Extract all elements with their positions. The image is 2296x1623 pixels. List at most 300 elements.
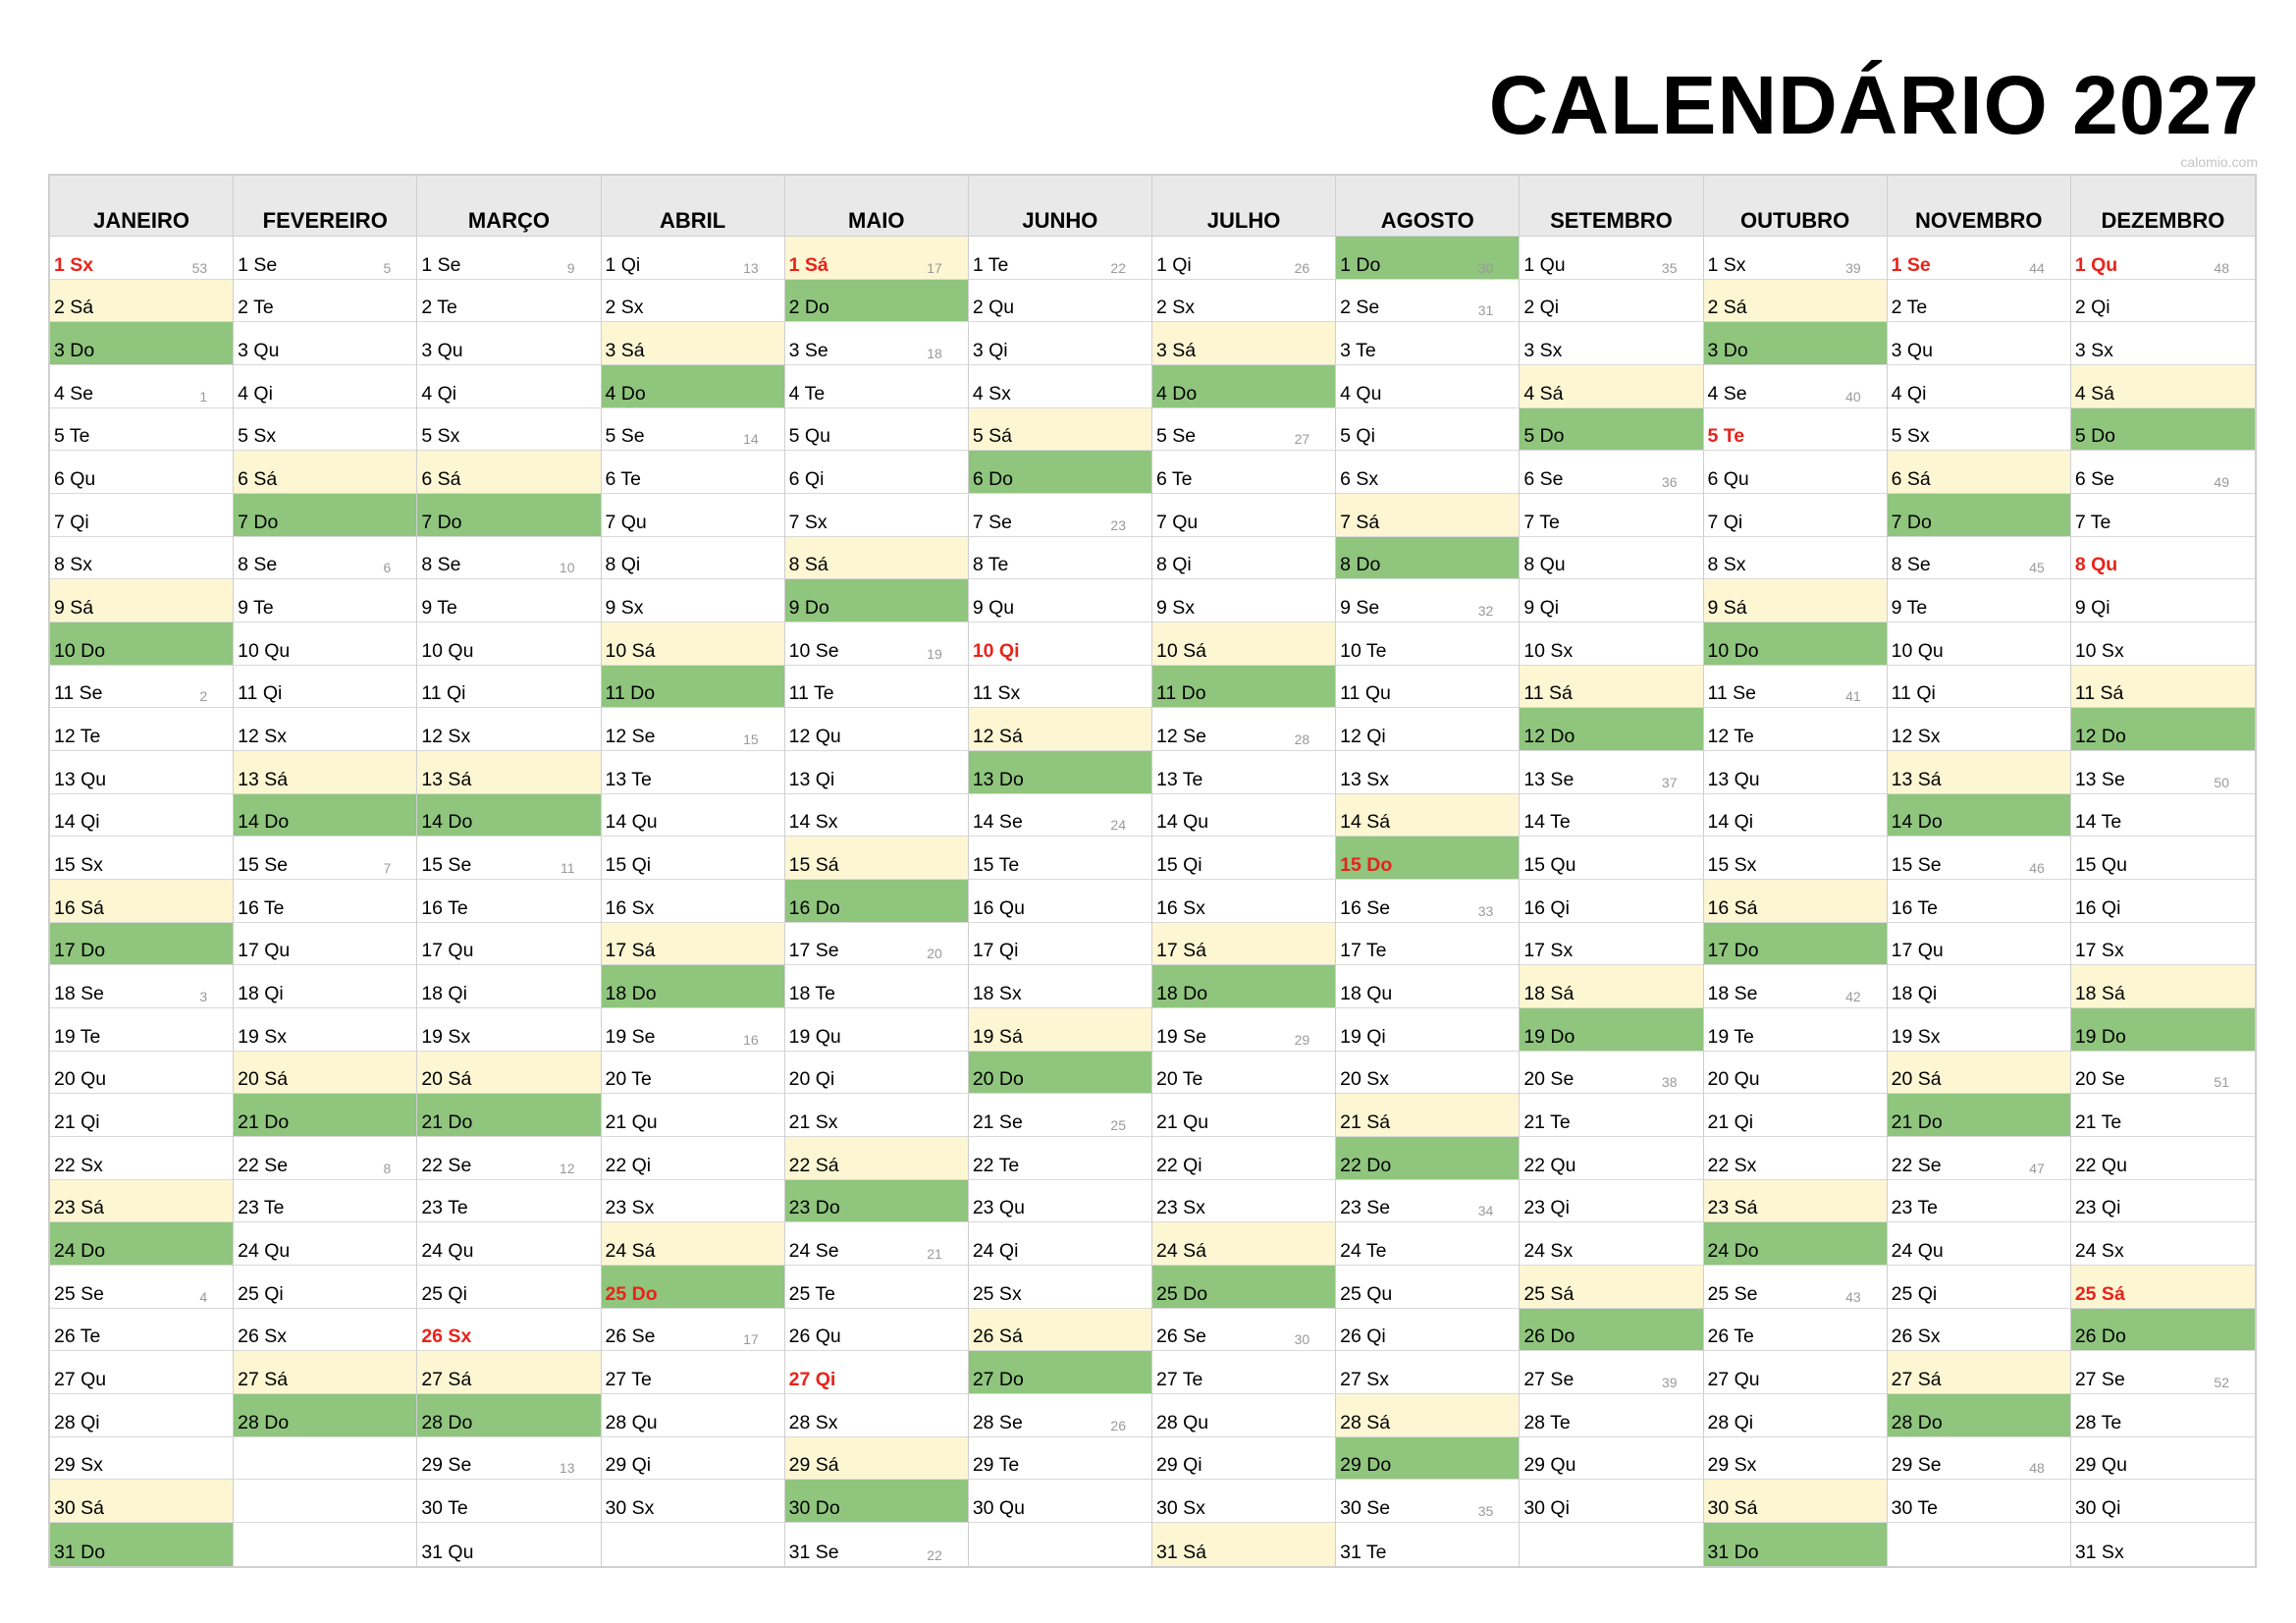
day-cell — [785, 965, 968, 1008]
day-cell — [1888, 579, 2070, 622]
day-label: 12 Qi — [1340, 726, 1386, 748]
day-label: 4 Sx — [972, 382, 1011, 405]
day-label: 19 Qu — [788, 1025, 841, 1048]
day-cell — [969, 1222, 1151, 1266]
day-cell — [1336, 1008, 1519, 1052]
day-cell — [1520, 1480, 1702, 1523]
day-cell — [1152, 408, 1335, 452]
day-label: 24 Qu — [1891, 1240, 1944, 1263]
day-cell — [969, 579, 1151, 622]
day-cell — [50, 1222, 233, 1266]
day-cell — [602, 1309, 784, 1352]
day-label: 18 Qi — [238, 983, 284, 1005]
day-label: 26 Qi — [1340, 1325, 1386, 1348]
week-number: 38 — [1661, 1074, 1678, 1091]
day-cell — [1888, 666, 2070, 709]
day-cell — [234, 666, 416, 709]
day-label: 27 Sá — [1891, 1369, 1942, 1391]
day-label: 7 Do — [238, 511, 279, 533]
week-number: 7 — [383, 860, 392, 877]
credit-link[interactable]: calomio.com — [2180, 154, 2258, 170]
day-label: 16 Sx — [605, 896, 655, 919]
day-label: 26 Se — [1156, 1325, 1206, 1348]
day-cell — [50, 365, 233, 408]
day-cell — [234, 322, 416, 365]
day-cell — [1704, 579, 1887, 622]
month-header: JANEIRO — [50, 176, 233, 237]
day-label: 2 Do — [788, 297, 829, 319]
day-label: 19 Se — [605, 1025, 656, 1048]
day-cell — [1888, 1094, 2070, 1137]
day-cell — [417, 1137, 600, 1180]
day-cell — [602, 1222, 784, 1266]
day-cell — [602, 1480, 784, 1523]
day-label: 3 Qu — [1891, 340, 1933, 362]
day-label: 5 Do — [1523, 425, 1565, 448]
day-label: 20 Sx — [1340, 1068, 1390, 1091]
week-number: 41 — [1845, 688, 1861, 705]
day-cell — [785, 708, 968, 751]
day-cell — [969, 280, 1151, 323]
day-label: 26 Sx — [1891, 1325, 1941, 1348]
day-label: 13 Se — [2074, 768, 2125, 790]
day-label: 29 Sx — [1707, 1454, 1757, 1477]
day-cell — [234, 1180, 416, 1223]
day-cell — [2071, 1437, 2255, 1481]
day-label: 22 Qi — [605, 1154, 652, 1176]
day-label: 24 Qi — [972, 1240, 1019, 1263]
day-label: 10 Qu — [1891, 639, 1944, 662]
day-label: 2 Te — [1891, 297, 1928, 319]
day-label: 16 Qi — [1523, 896, 1570, 919]
day-label: 31 Se — [788, 1541, 839, 1563]
day-cell — [1152, 1180, 1335, 1223]
day-cell — [1152, 237, 1335, 280]
day-label: 7 Do — [421, 511, 462, 533]
day-label: 22 Sx — [54, 1154, 103, 1176]
day-label: 10 Qu — [421, 639, 474, 662]
day-cell — [417, 1266, 600, 1309]
day-label: 29 Qu — [2074, 1454, 2127, 1477]
day-label: 11 Qu — [1340, 682, 1391, 705]
day-label: 27 Sá — [238, 1369, 289, 1391]
day-cell — [1520, 1137, 1702, 1180]
day-label: 16 Se — [1340, 896, 1391, 919]
day-cell — [2071, 1180, 2255, 1223]
day-cell — [2071, 322, 2255, 365]
week-number: 46 — [2029, 860, 2045, 877]
day-label: 5 Sx — [421, 425, 460, 448]
day-label: 28 Qi — [1707, 1411, 1754, 1434]
empty-cell — [234, 1437, 416, 1481]
day-label: 11 Se — [54, 682, 103, 705]
day-cell — [1888, 1222, 2070, 1266]
week-number: 18 — [927, 346, 942, 362]
day-cell — [1336, 923, 1519, 966]
day-cell — [1520, 794, 1702, 838]
day-cell — [1152, 1480, 1335, 1523]
day-label: 24 Sá — [1156, 1240, 1206, 1263]
day-cell — [1520, 666, 1702, 709]
day-label: 13 Te — [1156, 768, 1203, 790]
day-cell — [417, 1351, 600, 1394]
day-cell — [969, 408, 1151, 452]
day-label: 28 Te — [1523, 1411, 1571, 1434]
day-label: 17 Qu — [1891, 940, 1944, 962]
day-cell — [969, 1137, 1151, 1180]
day-label: 9 Sx — [1156, 597, 1196, 620]
day-cell — [1336, 322, 1519, 365]
day-cell — [234, 579, 416, 622]
day-label: 20 Se — [1523, 1068, 1575, 1091]
day-label: 3 Qu — [238, 340, 280, 362]
day-label: 16 Te — [238, 896, 285, 919]
day-label: 3 Sá — [1156, 340, 1197, 362]
day-label: 14 Qi — [54, 811, 100, 834]
day-cell — [1152, 837, 1335, 880]
day-cell — [1704, 1309, 1887, 1352]
day-label: 23 Sá — [1707, 1197, 1758, 1219]
day-cell — [1520, 365, 1702, 408]
day-cell — [1336, 408, 1519, 452]
day-label: 18 Sá — [2074, 983, 2125, 1005]
day-cell — [602, 965, 784, 1008]
day-label: 17 Qu — [421, 940, 474, 962]
day-label: 23 Do — [788, 1197, 840, 1219]
day-label: 19 Se — [1156, 1025, 1206, 1048]
day-label: 8 Sá — [788, 554, 828, 576]
day-label: 23 Sx — [605, 1197, 655, 1219]
day-cell — [417, 1480, 600, 1523]
day-cell — [1520, 1394, 1702, 1437]
day-label: 16 Te — [421, 896, 468, 919]
day-cell — [1520, 708, 1702, 751]
day-cell — [1336, 1309, 1519, 1352]
day-label: 1 Do — [1340, 253, 1381, 276]
day-cell — [1888, 965, 2070, 1008]
day-cell — [1704, 237, 1887, 280]
calendar-grid — [48, 174, 2257, 1568]
day-cell — [1888, 280, 2070, 323]
empty-cell — [602, 1523, 784, 1566]
day-cell — [234, 1394, 416, 1437]
week-number: 15 — [743, 731, 759, 748]
day-label: 6 Qu — [54, 468, 96, 491]
day-label: 14 Qi — [1707, 811, 1754, 834]
day-cell — [50, 708, 233, 751]
day-label: 10 Sx — [1523, 639, 1574, 662]
day-label: 4 Qu — [1340, 382, 1382, 405]
month-header: JUNHO — [969, 176, 1151, 237]
day-label: 11 Do — [1156, 682, 1206, 705]
week-number: 13 — [743, 259, 759, 276]
month-header: ABRIL — [602, 176, 784, 237]
week-number: 52 — [2214, 1375, 2229, 1391]
day-cell — [785, 751, 968, 794]
week-number: 8 — [383, 1160, 392, 1176]
day-cell — [1336, 837, 1519, 880]
day-label: 1 Se — [238, 253, 278, 276]
week-number: 26 — [1110, 1417, 1126, 1434]
day-label: 14 Qu — [605, 811, 658, 834]
week-number: 24 — [1110, 817, 1126, 834]
day-label: 28 Sx — [788, 1411, 838, 1434]
week-number: 42 — [1845, 989, 1861, 1005]
week-number: 10 — [559, 560, 575, 576]
day-label: 8 Sx — [54, 554, 93, 576]
day-cell — [1336, 365, 1519, 408]
day-label: 13 Sá — [238, 768, 289, 790]
week-number: 12 — [559, 1160, 575, 1176]
day-label: 13 Sá — [1891, 768, 1942, 790]
day-label: 17 Se — [788, 940, 839, 962]
day-cell — [1704, 1523, 1887, 1566]
day-cell — [785, 880, 968, 923]
day-label: 15 Qi — [1156, 854, 1202, 877]
week-number: 25 — [1110, 1117, 1126, 1134]
day-label: 6 Te — [1156, 468, 1193, 491]
day-label: 27 Do — [972, 1369, 1024, 1391]
day-cell — [50, 1180, 233, 1223]
day-cell — [234, 1351, 416, 1394]
day-label: 12 Qu — [788, 726, 841, 748]
day-cell — [785, 923, 968, 966]
day-cell — [1520, 1094, 1702, 1137]
week-number: 39 — [1661, 1375, 1678, 1391]
day-label: 28 Qu — [605, 1411, 658, 1434]
day-label: 29 Qu — [1523, 1454, 1576, 1477]
day-label: 20 Sá — [421, 1068, 472, 1091]
day-label: 12 Sx — [238, 726, 288, 748]
day-cell — [234, 1008, 416, 1052]
day-cell — [785, 1309, 968, 1352]
day-label: 11 Se — [1707, 682, 1757, 705]
day-cell — [1520, 451, 1702, 494]
day-label: 4 Do — [1156, 382, 1198, 405]
day-cell — [1152, 1351, 1335, 1394]
day-label: 30 Sx — [605, 1497, 655, 1520]
day-label: 14 Qu — [1156, 811, 1209, 834]
day-cell — [1336, 1266, 1519, 1309]
day-label: 21 Te — [2074, 1111, 2122, 1134]
day-cell — [1336, 751, 1519, 794]
day-label: 23 Qu — [972, 1197, 1025, 1219]
day-label: 22 Qu — [1523, 1154, 1576, 1176]
month-column — [50, 176, 234, 1566]
day-label: 15 Sá — [788, 854, 839, 877]
day-label: 26 Sá — [972, 1325, 1023, 1348]
day-cell — [602, 494, 784, 537]
day-label: 17 Sá — [1156, 940, 1206, 962]
day-cell — [1336, 579, 1519, 622]
day-cell — [2071, 1394, 2255, 1437]
day-label: 5 Te — [54, 425, 90, 448]
week-number: 26 — [1294, 259, 1310, 276]
day-label: 11 Sá — [2074, 682, 2124, 705]
day-label: 23 Te — [421, 1197, 468, 1219]
day-cell — [50, 1523, 233, 1566]
day-label: 16 Do — [788, 896, 840, 919]
day-label: 19 Sx — [421, 1025, 471, 1048]
day-label: 2 Qu — [972, 297, 1015, 319]
day-cell — [1152, 1437, 1335, 1481]
day-label: 1 Qu — [2074, 253, 2118, 276]
day-label: 18 Se — [1707, 983, 1758, 1005]
day-cell — [1336, 965, 1519, 1008]
day-label: 18 Te — [788, 983, 836, 1005]
day-label: 12 Sá — [972, 726, 1023, 748]
day-cell — [969, 751, 1151, 794]
day-label: 8 Qu — [1523, 554, 1566, 576]
week-number: 31 — [1477, 302, 1494, 319]
day-cell — [1152, 365, 1335, 408]
day-cell — [1520, 494, 1702, 537]
day-cell — [234, 280, 416, 323]
day-label: 14 Sx — [788, 811, 838, 834]
week-number: 5 — [383, 259, 392, 276]
day-cell — [969, 237, 1151, 280]
day-label: 7 Do — [1891, 511, 1932, 533]
day-label: 2 Qi — [2074, 297, 2110, 319]
day-label: 24 Qu — [421, 1240, 474, 1263]
week-number: 22 — [1110, 259, 1126, 276]
month-column — [785, 176, 969, 1566]
day-cell — [1888, 622, 2070, 666]
day-label: 28 Qu — [1156, 1411, 1209, 1434]
month-column — [602, 176, 785, 1566]
day-label: 12 Se — [1156, 726, 1206, 748]
day-cell — [234, 837, 416, 880]
day-label: 25 Qu — [1340, 1282, 1393, 1305]
day-cell — [1704, 1137, 1887, 1180]
day-label: 5 Sx — [238, 425, 277, 448]
day-cell — [602, 322, 784, 365]
day-cell — [1152, 880, 1335, 923]
day-cell — [2071, 794, 2255, 838]
day-label: 11 Te — [788, 682, 834, 705]
day-label: 29 Do — [1340, 1454, 1392, 1477]
day-label: 2 Qi — [1523, 297, 1560, 319]
day-label: 21 Do — [1891, 1111, 1943, 1134]
day-label: 25 Se — [1707, 1282, 1758, 1305]
month-column — [2071, 176, 2255, 1566]
day-cell — [50, 965, 233, 1008]
day-label: 19 Te — [1707, 1025, 1754, 1048]
week-number: 37 — [1661, 774, 1678, 790]
day-label: 31 Sx — [2074, 1541, 2124, 1563]
day-label: 27 Qu — [54, 1369, 107, 1391]
day-cell — [1888, 751, 2070, 794]
week-number: 45 — [2029, 560, 2045, 576]
day-cell — [1336, 622, 1519, 666]
day-label: 3 Se — [788, 340, 828, 362]
day-label: 23 Se — [1340, 1197, 1391, 1219]
day-cell — [1888, 1137, 2070, 1180]
day-cell — [602, 237, 784, 280]
day-cell — [602, 1394, 784, 1437]
day-label: 26 Do — [2074, 1325, 2126, 1348]
day-label: 30 Qi — [1523, 1497, 1570, 1520]
day-cell — [1888, 794, 2070, 838]
day-cell — [1704, 965, 1887, 1008]
day-cell — [50, 751, 233, 794]
day-label: 20 Qi — [788, 1068, 835, 1091]
day-cell — [1336, 1137, 1519, 1180]
day-cell — [417, 537, 600, 580]
day-cell — [50, 1137, 233, 1180]
day-cell — [1152, 537, 1335, 580]
day-cell — [1336, 1052, 1519, 1095]
day-label: 13 Te — [605, 768, 652, 790]
month-header: MARÇO — [417, 176, 600, 237]
day-label: 15 Sx — [1707, 854, 1757, 877]
week-number: 51 — [2214, 1074, 2229, 1091]
day-cell — [234, 965, 416, 1008]
day-label: 15 Sx — [54, 854, 103, 877]
day-cell — [1704, 365, 1887, 408]
day-label: 30 Sá — [1707, 1497, 1758, 1520]
day-label: 25 Qi — [421, 1282, 467, 1305]
day-label: 26 Se — [605, 1325, 656, 1348]
day-label: 13 Qi — [788, 768, 835, 790]
day-label: 29 Qi — [1156, 1454, 1202, 1477]
day-cell — [417, 1222, 600, 1266]
day-label: 19 Do — [1523, 1025, 1575, 1048]
day-label: 25 Sá — [1523, 1282, 1575, 1305]
day-label: 22 Do — [1340, 1154, 1392, 1176]
day-cell — [785, 537, 968, 580]
day-cell — [1888, 494, 2070, 537]
day-cell — [2071, 622, 2255, 666]
day-label: 31 Qu — [421, 1541, 474, 1563]
month-header: JULHO — [1152, 176, 1335, 237]
day-cell — [1888, 923, 2070, 966]
day-cell — [234, 1137, 416, 1180]
day-cell — [785, 794, 968, 838]
day-cell — [234, 708, 416, 751]
day-cell — [1704, 1180, 1887, 1223]
day-label: 31 Do — [54, 1541, 106, 1563]
day-label: 6 Se — [2074, 468, 2114, 491]
day-cell — [1520, 1437, 1702, 1481]
day-label: 5 Te — [1707, 425, 1745, 448]
day-label: 7 Se — [972, 511, 1012, 533]
day-cell — [417, 965, 600, 1008]
week-number: 2 — [199, 688, 208, 705]
day-cell — [417, 237, 600, 280]
day-cell — [1704, 622, 1887, 666]
week-number: 35 — [1661, 259, 1678, 276]
day-cell — [785, 1394, 968, 1437]
day-cell — [50, 537, 233, 580]
day-cell — [417, 451, 600, 494]
day-cell — [969, 794, 1151, 838]
day-label: 8 Do — [1340, 554, 1381, 576]
day-cell — [1888, 451, 2070, 494]
day-label: 12 Sx — [421, 726, 471, 748]
day-cell — [1152, 1008, 1335, 1052]
day-cell — [969, 494, 1151, 537]
day-cell — [50, 1309, 233, 1352]
day-cell — [602, 1266, 784, 1309]
day-label: 3 Qu — [421, 340, 463, 362]
day-cell — [50, 1394, 233, 1437]
day-cell — [1704, 837, 1887, 880]
day-label: 2 Te — [421, 297, 457, 319]
day-cell — [1520, 1309, 1702, 1352]
day-cell — [1704, 1094, 1887, 1137]
day-cell — [417, 1008, 600, 1052]
